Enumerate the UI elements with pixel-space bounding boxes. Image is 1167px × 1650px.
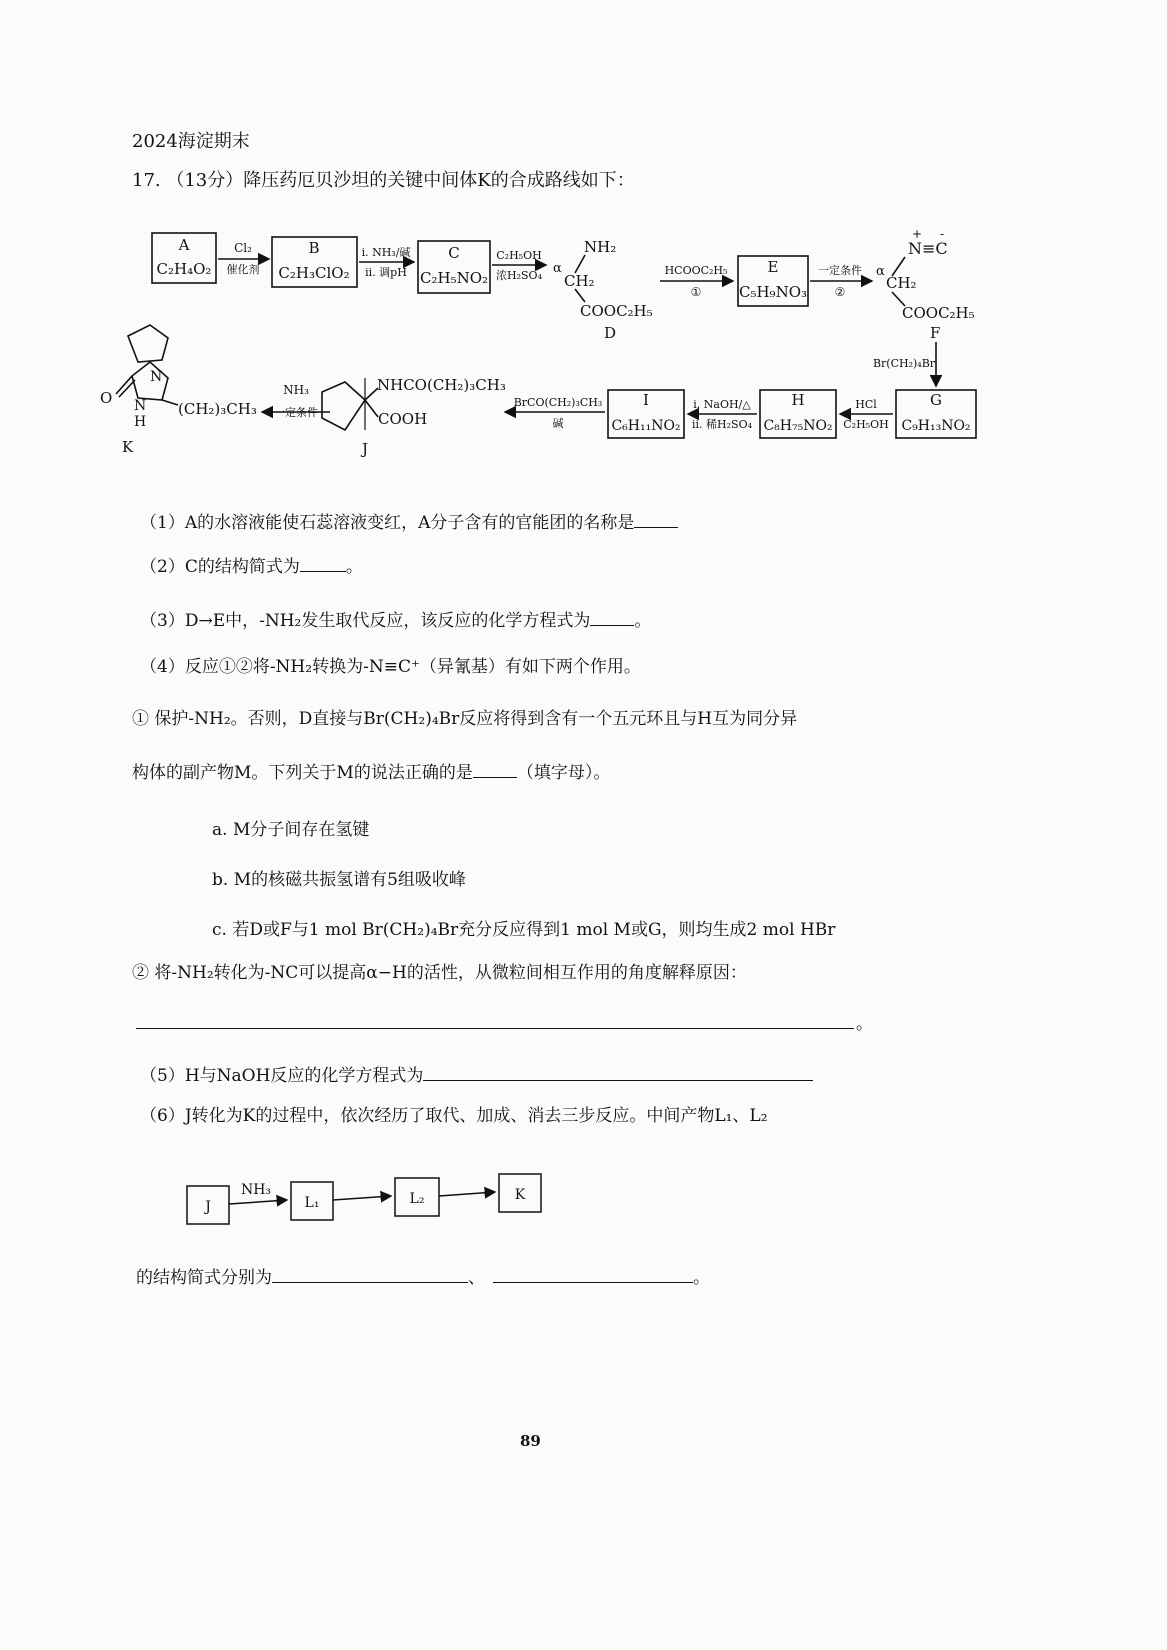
answer-blank-l2[interactable]	[493, 1268, 693, 1283]
a4-bot: ①	[690, 285, 702, 299]
g-formula: C₉H₁₃NO₂	[901, 418, 971, 434]
a5-top: 一定条件	[818, 264, 862, 277]
item-5: （5）H与NaOH反应的化学方程式为	[140, 1066, 813, 1085]
d-nh2: NH₂	[584, 238, 617, 256]
j-name: J	[362, 440, 369, 458]
answer-blank-2[interactable]	[300, 557, 346, 572]
f-alpha: α	[876, 264, 885, 279]
question-intro: 17. （13分）降压药厄贝沙坦的关键中间体K的合成路线如下：	[132, 170, 635, 191]
k-chain: (CH₂)₃CH₃	[178, 400, 257, 418]
synthesis-scheme	[0, 0, 1167, 480]
item-4-part-2: ② 将-NH₂转化为-NC可以提高α−H的活性，从微粒间相互作用的角度解释原因：	[132, 963, 747, 983]
d-name: D	[604, 324, 617, 342]
b-label: B	[308, 239, 320, 257]
answer-blank-1[interactable]	[634, 513, 678, 528]
f-name: F	[930, 324, 941, 342]
page-number: 89	[520, 1432, 541, 1450]
i-formula: C₆H₁₁NO₂	[611, 418, 681, 434]
e-label: E	[767, 258, 779, 276]
j-amide: NHCO(CH₂)₃CH₃	[377, 376, 506, 394]
a9-top: BrCO(CH₂)₃CH₃	[513, 396, 603, 409]
final-line: 的结构简式分别为 、 。	[136, 1268, 710, 1288]
item-1: （1）A的水溶液能使石蕊溶液变红，A分子含有的官能团的名称是	[140, 513, 678, 532]
mini-l1: L₁	[304, 1195, 320, 1211]
mini-arrow-1	[229, 1200, 287, 1204]
item-2: （2）C的结构简式为 。	[140, 557, 363, 577]
b-formula: C₂H₃ClO₂	[278, 264, 350, 282]
mini-k: K	[514, 1187, 526, 1203]
d-ester: COOC₂H₅	[580, 302, 653, 320]
a10-top: NH₃	[283, 383, 309, 397]
a7-bot: C₂H₅OH	[843, 418, 889, 431]
d-alpha: α	[553, 261, 562, 276]
a7-top: HCl	[855, 398, 877, 411]
h-label: H	[791, 391, 805, 409]
k-o: O	[100, 389, 113, 407]
c-formula: C₂H₅NO₂	[419, 269, 489, 287]
a1-bot: 催化剂	[226, 263, 260, 276]
source-header: 2024海淀期末	[132, 131, 250, 152]
a6-side: Br(CH₂)₄Br	[872, 357, 936, 370]
a1-top: Cl₂	[234, 241, 252, 255]
a8-top: i. NaOH/△	[693, 398, 751, 411]
k-n1: N	[150, 369, 163, 385]
item-4: （4）反应①②将-NH₂转换为-N≡C⁺（异氰基）有如下两个作用。	[140, 657, 641, 677]
answer-blank-l1[interactable]	[272, 1268, 468, 1283]
option-a: a. M分子间存在氢键	[212, 820, 370, 840]
a2-bot: ii. 调pH	[365, 266, 407, 279]
option-c: c. 若D或F与1 mol Br(CH₂)₄Br充分反应得到1 mol M或G，则均生成2 mol HBr	[212, 920, 836, 940]
answer-blank-4[interactable]	[473, 763, 517, 778]
mini-j: J	[205, 1199, 211, 1215]
answer-blank-3[interactable]	[590, 611, 634, 626]
d-ch2: CH₂	[564, 272, 595, 290]
j-ring	[322, 382, 365, 430]
item-3: （3）D→E中，-NH₂发生取代反应，该反应的化学方程式为 。	[140, 611, 652, 631]
f-nc: N≡C	[908, 239, 948, 258]
answer-line-5-period: 。	[856, 1014, 873, 1034]
f-plus: +	[912, 227, 923, 241]
k-cyclopentane	[128, 325, 168, 362]
e-formula: C₅H₉NO₃	[738, 283, 808, 301]
f-ch2: CH₂	[886, 274, 917, 292]
a8-bot: ii. 稀H₂SO₄	[692, 418, 752, 431]
f-minus: -	[940, 227, 945, 241]
option-b: b. M的核磁共振氢谱有5组吸收峰	[212, 870, 466, 890]
a10-bot: 一定条件	[274, 406, 318, 419]
item-6: （6）J转化为K的过程中，依次经历了取代、加成、消去三步反应。中间产物L₁、L₂	[140, 1106, 768, 1126]
h-formula: C₈H₇₅NO₂	[763, 418, 833, 434]
a5-bot: ②	[834, 285, 846, 299]
a-label: A	[178, 236, 190, 254]
j-acid: COOH	[378, 410, 428, 428]
f-ester: COOC₂H₅	[902, 304, 975, 322]
mini-arrow-3	[439, 1192, 495, 1196]
mini-l2: L₂	[409, 1191, 425, 1207]
k-name: K	[122, 438, 134, 456]
c-label: C	[448, 244, 460, 262]
k-nh: N	[134, 398, 147, 414]
answer-line-5[interactable]	[136, 1028, 854, 1029]
k-h: H	[134, 414, 147, 430]
mini-nh3: NH₃	[240, 1182, 272, 1198]
a9-bot: 碱	[552, 417, 564, 430]
g-label: G	[930, 391, 942, 409]
a-formula: C₂H₄O₂	[156, 260, 212, 278]
item-4-part-1-line-1: ① 保护-NH₂。否则，D直接与Br(CH₂)₄Br反应将得到含有一个五元环且与H互为同分异	[132, 709, 798, 729]
answer-blank-6[interactable]	[423, 1066, 813, 1081]
i-label: I	[643, 391, 649, 409]
item-4-part-1-line-2: 构体的副产物M。下列关于M的说法正确的是 （填字母）。	[132, 763, 611, 783]
a4-top: HCOOC₂H₅	[664, 264, 728, 277]
a3-bot: 浓H₂SO₄	[496, 269, 542, 282]
a2-top: i. NH₃/碱	[361, 246, 411, 259]
mini-scheme	[170, 1168, 570, 1238]
mini-arrow-2	[333, 1196, 391, 1200]
a3-top: C₂H₅OH	[496, 249, 542, 262]
